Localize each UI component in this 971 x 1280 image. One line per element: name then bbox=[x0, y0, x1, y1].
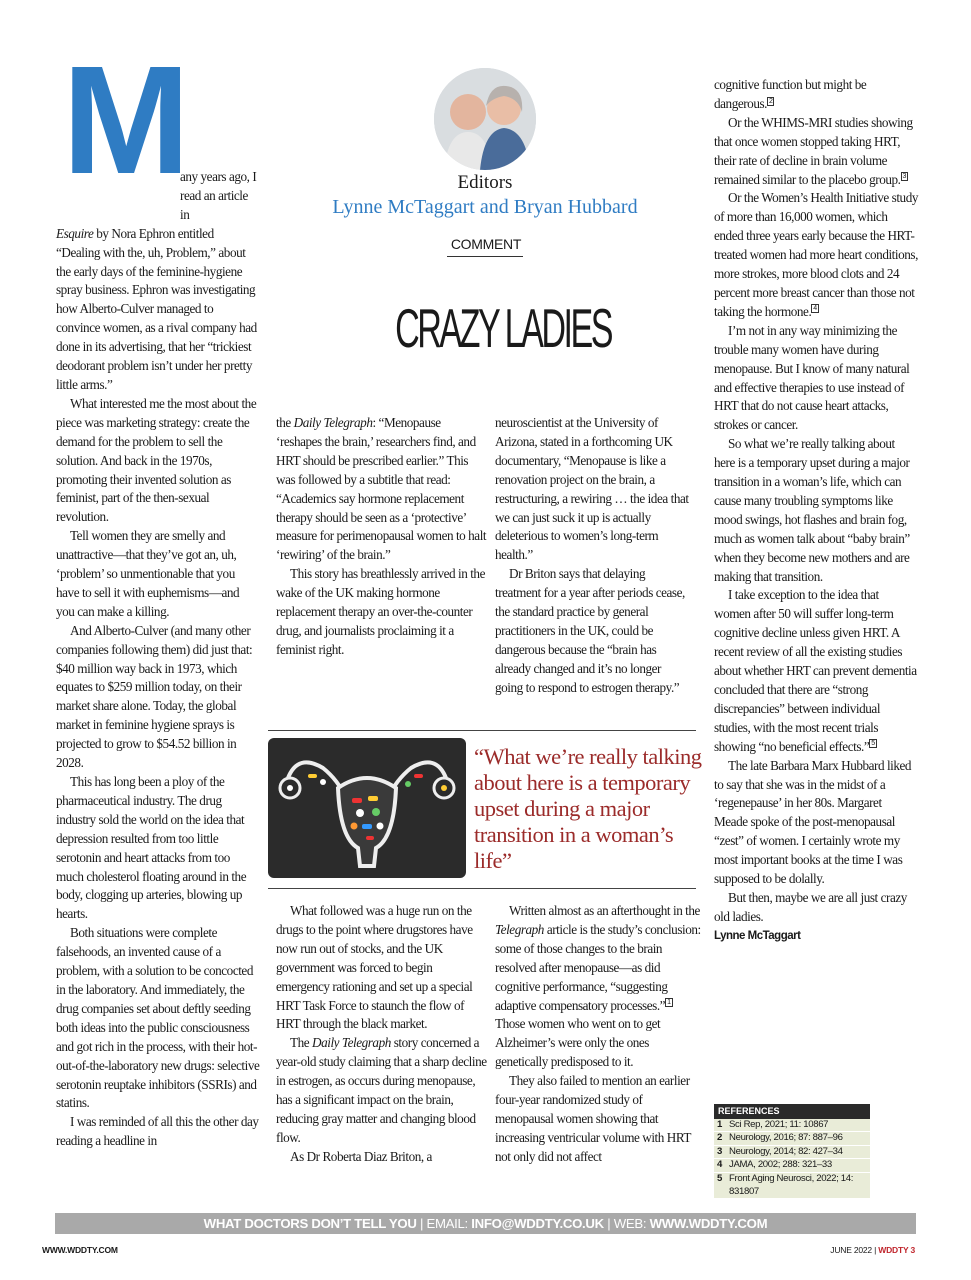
editors-label: Editors bbox=[457, 172, 513, 193]
paragraph: The late Barbara Marx Hubbard liked to say that she was in the midst of a ‘regenepause’ in her 80s. Margaret Meade spoke of the post-menopausal “zest” of women. I certainly wrote my most important books at the time I was supposed to be dolally. bbox=[714, 757, 912, 887]
paragraph: Written almost as an afterthought in the Telegraph article is the study’s conclusion: some of those changes to the brain resolved after menopause—as did cognitive performance, “suggesting adaptive compensatory processes.” $^1$ Those women who went on to get Alzheimer’s were only the ones genetically predisposed to it. bbox=[495, 903, 701, 1070]
divider bbox=[268, 730, 696, 731]
citation-marker: 5 bbox=[871, 740, 875, 748]
footer-website[interactable]: WWW.WDDTY.COM bbox=[42, 1245, 118, 1255]
column-2-top bbox=[276, 414, 488, 660]
paragraph: The Daily Telegraph story concerned a year-old study claiming that a sharp decline in estrogen, as occurs during menopause, has a significant impact on the brain, reducing gray matter and changing blood flow. bbox=[276, 1035, 487, 1145]
paragraph: This story has breathlessly arrived in the wake of the UK making hormone replacement therapy an over-the-counter drug, and journalists proclaiming it a feminist right. bbox=[276, 566, 485, 657]
paragraph: cognitive function but might be dangerous. $^2$ bbox=[714, 77, 867, 111]
citation-marker: 2 bbox=[769, 97, 773, 105]
references-heading: REFERENCES bbox=[714, 1104, 870, 1119]
paragraph: Or the Women’s Health Initiative study of more than 16,000 women, which ended three years early because the HRT-treated women had more heart conditions, more strokes, more blood clots and 24 percent more breast cancer than those not taking the hormone. $^4$ bbox=[714, 190, 918, 319]
citation-marker: 3 bbox=[902, 173, 906, 181]
paragraph: And Alberto-Culver (and many other companies following them) did just that: $40 million way back in 1973, which equates to $259 million today, on their market share alone. Today, the global market in feminine hygiene sprays is projected to grow to $54.52 billion in 2028. bbox=[56, 622, 253, 771]
editors-photo bbox=[434, 68, 536, 170]
paragraph: neuroscientist at the University of Arizona, stated in a forthcoming UK documentary, “Menopause is like a renovation project on the brain, a restructuring, a rewiring … the idea that we can just suck it up is actually deleterious to women’s long-term health.” bbox=[495, 415, 689, 563]
byline: Lynne McTaggart bbox=[714, 929, 801, 942]
paragraph: As Dr Roberta Diaz Briton, a bbox=[290, 1148, 432, 1164]
page-title: CRAZY LADIES bbox=[395, 297, 612, 359]
paragraph: I was reminded of all this the other day reading a headline in bbox=[56, 1114, 259, 1149]
column-2-bottom bbox=[276, 902, 488, 1167]
reference-item: 3 Neurology, 2014; 82: 427–34 bbox=[714, 1146, 870, 1160]
references-box bbox=[714, 1104, 870, 1199]
footer-page-info: JUNE 2022 | WDDTY 3 bbox=[830, 1245, 915, 1255]
editors-names: Lynne McTaggart and Bryan Hubbard bbox=[332, 196, 638, 218]
divider bbox=[447, 256, 523, 257]
footer-email-link[interactable]: INFO@WDDTY.CO.UK bbox=[471, 1216, 604, 1231]
pull-quote: “What we’re really talking about here is a temporary upset during a major transition in a woman’s life” bbox=[474, 744, 702, 873]
paragraph: What followed was a huge run on the drugs to the point where drugstores have now run out of stocks, and the UK government was forced to begin emergency rationing and set up a special HRT Task Force to staunch the flow of HRT through the black market. bbox=[276, 903, 473, 1032]
paragraph: Both situations were complete falsehoods, an invented cause of a problem, with a solution to be concocted in the laboratory. And immediately, the drug companies set about deftly seeding both ideas into the public consciousness and got rich in the process, with their hot-out-of-the-laboratory new drugs: selective serotonin reuptake inhibitors (SSRIs) and statins. bbox=[56, 925, 260, 1111]
reference-item: 5 Front Aging Neurosci, 2022; 14: 831807 bbox=[714, 1173, 870, 1199]
paragraph: any years ago, I read an article in bbox=[180, 169, 257, 222]
footer-web-link[interactable]: WWW.WDDTY.COM bbox=[649, 1216, 768, 1231]
column-3-bottom bbox=[495, 902, 701, 1167]
citation-marker: 4 bbox=[813, 305, 817, 313]
paragraph: Or the WHIMS-MRI studies showing that once women stopped taking HRT, their rate of decline in brain volume remained similar to the placebo group. $^3$ bbox=[714, 114, 913, 187]
paragraph: Tell women they are smelly and unattractive—that they’ve got an, uh, ‘problem’ so unmentionable that you have to sell it with euphemisms—and you can make a killing. bbox=[56, 528, 240, 619]
citation-marker: 1 bbox=[667, 999, 671, 1007]
paragraph: But then, maybe we are all just crazy old ladies. bbox=[714, 889, 907, 924]
reference-item: 1 Sci Rep, 2021; 11: 10867 bbox=[714, 1119, 870, 1133]
footer-banner: WHAT DOCTORS DON’T TELL YOU | EMAIL: INFO@WDDTY.CO.UK | WEB: WWW.WDDTY.COM bbox=[55, 1213, 916, 1234]
paragraph: So what we’re really talking about here is a temporary upset during a major transition in a woman’s life, which can cause many troubling symptoms like mood swings, hot flashes and brain fog, much as women talk about “baby brain” when they become new mothers and are making that transition. bbox=[714, 436, 910, 584]
paragraph: I take exception to the idea that women after 50 will suffer long-term cognitive decline unless given HRT. A recent review of all the existing studies about whether HRT can prevent dementia concluded that there are “strong discrepancies” between individual studies, with the most recent trials showing “no beneficial effects.” $^5$ bbox=[714, 587, 917, 754]
uterus-pills-illustration bbox=[268, 738, 466, 878]
paragraph: What interested me the most about the piece was marketing strategy: create the demand for the problem to sell the solution. And back in the 1970s, promoting their invented solution as feminist, part of the then-sexual revolution. bbox=[56, 395, 257, 525]
column-4 bbox=[714, 76, 918, 946]
column-1 bbox=[56, 168, 260, 1151]
section-label: COMMENT bbox=[450, 236, 522, 252]
drop-cap: M bbox=[62, 34, 185, 206]
paragraph: This has long been a ploy of the pharmaceutical industry. The drug industry sold the world on the idea that depression resulted from too little serotonin and heart attacks from too much cholesterol floating around in the body, clogging up arteries, blowing up hearts. bbox=[56, 774, 247, 922]
reference-item: 2 Neurology, 2016; 87: 887–96 bbox=[714, 1132, 870, 1146]
paragraph: They also failed to mention an earlier four-year randomized study of menopausal women showing that increasing ventricular volume with HRT not only did not affect bbox=[495, 1073, 691, 1164]
paragraph bbox=[56, 206, 260, 225]
paragraph: Esquire by Nora Ephron entitled “Dealing with the, uh, Problem,” about the early days of the feminine-hygiene spray business. Ephron was investigating how Alberto-Culver managed to convince women, as a rival company had done in its advertising, that her “trickiest deodorant problem isn’t under her pretty little arms.” bbox=[56, 225, 257, 392]
divider bbox=[268, 888, 696, 889]
reference-item: 4 JAMA, 2002; 288: 321–33 bbox=[714, 1159, 870, 1173]
paragraph: the Daily Telegraph: “Menopause ‘reshapes the brain,’ researchers find, and HRT should be prescribed earlier.” This was followed by a subtitle that read: “Academics say hormone replacement therapy should be seen as a ‘protective’ measure for perimenopausal women to halt ‘rewiring’ of the brain.” bbox=[276, 415, 487, 563]
column-3-top bbox=[495, 414, 691, 698]
footer-brand: WHAT DOCTORS DON’T TELL YOU bbox=[203, 1216, 417, 1231]
paragraph: Dr Briton says that delaying treatment for a year after periods cease, the standard practice by general practitioners in the UK, could be dangerous because the “brain has already changed and it’s no longer going to respond to estrogen therapy.” bbox=[495, 566, 685, 695]
paragraph: I’m not in any way minimizing the trouble many women have during menopause. But I know of many natural and effective therapies to use instead of HRT that do not cause heart attacks, strokes or cancer. bbox=[714, 322, 910, 433]
